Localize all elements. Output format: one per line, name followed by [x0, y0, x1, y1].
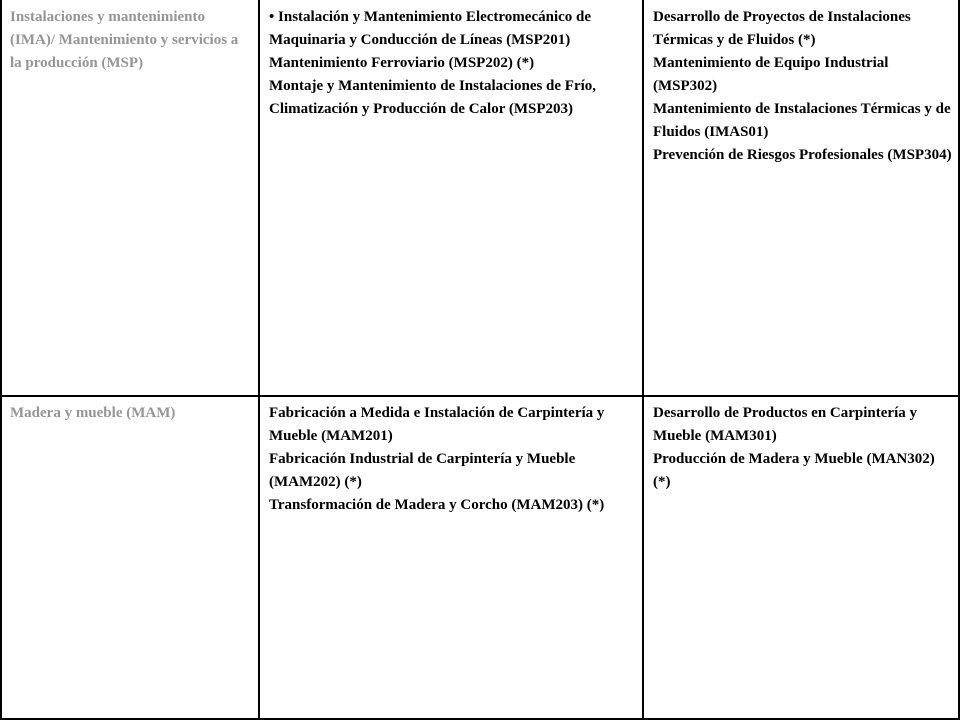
course-title: Fabricación Industrial de Carpintería y Mueble (MAM202) (*) — [269, 451, 576, 490]
table-divider-col2 — [642, 0, 644, 720]
list-item — [269, 75, 635, 121]
list-item — [653, 98, 953, 144]
grado-superior-cell-ima-msp — [653, 6, 953, 167]
list-item — [653, 144, 953, 167]
course-list — [269, 6, 635, 121]
course-title: Transformación de Madera y Corcho (MAM203) (*) — [269, 497, 605, 513]
list-item — [653, 448, 953, 494]
course-title: Montaje y Mantenimiento de Instalaciones de Frío, Climatización y Producción de Calor (MSP203) — [269, 78, 597, 117]
course-title: Producción de Madera y Mueble (MAN302) (*) — [653, 451, 935, 490]
list-item — [269, 52, 635, 75]
course-title: Desarrollo de Proyectos de Instalaciones Térmicas y de Fluidos (*) — [653, 9, 911, 48]
table-divider-col1 — [258, 0, 260, 720]
family-label: Instalaciones y mantenimiento (IMA)/ Mantenimiento y servicios a la producción (MSP) — [10, 9, 239, 71]
list-item — [653, 52, 953, 98]
course-list — [653, 402, 953, 494]
list-item — [653, 402, 953, 448]
family-cell-mam — [10, 402, 250, 425]
list-item — [269, 448, 635, 494]
course-title: Fabricación a Medida e Instalación de Carpintería y Mueble (MAM201) — [269, 405, 605, 444]
list-item — [653, 6, 953, 52]
list-item — [269, 402, 635, 448]
list-item — [269, 6, 635, 52]
course-title: Prevención de Riesgos Profesionales (MSP304) — [653, 147, 952, 163]
bullet-glyph: • — [269, 9, 275, 25]
course-title: Mantenimiento Ferroviario (MSP202) (*) — [269, 55, 535, 71]
table-row-divider — [0, 395, 960, 397]
list-item — [269, 494, 635, 517]
course-title: Mantenimiento de Instalaciones Térmicas y de Fluidos (IMAS01) — [653, 101, 951, 140]
grado-medio-cell-mam — [269, 402, 635, 517]
course-title: Instalación y Mantenimiento Electromecánico de Maquinaria y Conducción de Líneas (MSP201) — [269, 9, 592, 48]
family-cell-ima-msp — [10, 6, 250, 75]
grado-superior-cell-mam — [653, 402, 953, 494]
course-list — [269, 402, 635, 517]
course-list — [653, 6, 953, 167]
grado-medio-cell-ima-msp — [269, 6, 635, 121]
course-title: Mantenimiento de Equipo Industrial (MSP302) — [653, 55, 889, 94]
table-border-left — [0, 0, 2, 720]
family-label: Madera y mueble (MAM) — [10, 405, 176, 421]
course-title: Desarrollo de Productos en Carpintería y Mueble (MAM301) — [653, 405, 918, 444]
